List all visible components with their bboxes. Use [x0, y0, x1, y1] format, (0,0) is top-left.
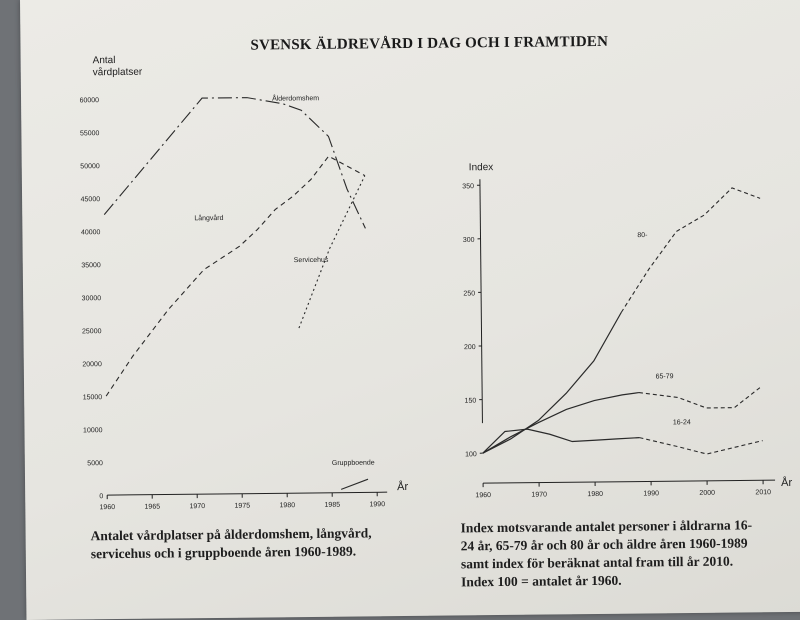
y-tick-label: 15000	[83, 394, 103, 401]
y-tick-label: 25000	[82, 328, 102, 335]
x-tick-label: 2010	[755, 489, 771, 496]
y-tick-label: 30000	[82, 295, 102, 302]
x-tick-label: 1960	[475, 492, 491, 499]
series-label: Gruppboende	[332, 460, 375, 467]
x-tick-label: 1990	[643, 490, 659, 497]
y-tick-label: 20000	[82, 361, 102, 368]
x-axis-line	[107, 492, 387, 495]
document-page	[20, 0, 800, 620]
y-tick-label: 350	[462, 183, 474, 190]
series-label: 65-79	[656, 373, 674, 380]
x-axis-label: År	[781, 476, 792, 489]
series-line-servicehus	[297, 176, 366, 328]
x-tick-label: 1970	[189, 503, 205, 510]
y-tick-label: 250	[463, 290, 475, 297]
series-line-solid-80-	[481, 312, 622, 453]
y-axis-label: Index	[469, 162, 494, 173]
page-title: SVENSK ÄLDREVÅRD I DAG OCH I FRAMTIDEN	[250, 34, 608, 55]
y-tick-label: 50000	[80, 163, 100, 170]
x-axis-line	[483, 480, 775, 483]
y-tick-label: 40000	[81, 229, 101, 236]
y-tick-label: 200	[464, 344, 476, 351]
x-tick-label: 1990	[369, 501, 385, 508]
y-tick-label: 300	[463, 237, 475, 244]
series-line-solid-65-79	[482, 393, 639, 454]
series-line-gruppboende	[341, 479, 368, 489]
x-tick-label: 1965	[144, 504, 160, 511]
right-caption-line1: Index motsvarande antalet personer i åldrarna 16-	[460, 516, 790, 537]
left-caption	[91, 524, 421, 563]
series-line-solid-16-24	[483, 428, 640, 453]
y-tick-label: 150	[465, 398, 477, 405]
right-caption-line4: Index 100 = antalet år 1960.	[461, 570, 791, 591]
series-label: Långvård	[194, 214, 223, 222]
y-axis-line	[480, 179, 483, 423]
series-line-ålderdomshem	[103, 96, 365, 231]
left-caption-line2: servicehus och i gruppboende åren 1960-1989.	[91, 542, 421, 563]
series-label: Ålderdomshem	[272, 93, 319, 102]
y-tick-label: 55000	[80, 130, 100, 137]
y-tick-label: 0	[99, 493, 103, 500]
y-tick-label: 35000	[81, 262, 101, 269]
x-tick-label: 2000	[699, 490, 715, 497]
series-label: 80-	[637, 232, 648, 239]
x-tick-label: 1980	[279, 502, 295, 509]
x-tick-label: 1975	[234, 503, 250, 510]
y-tick-label: 45000	[81, 196, 101, 203]
x-tick-label: 1980	[587, 491, 603, 498]
x-axis-label: År	[397, 480, 408, 493]
right-caption-line2: 24 år, 65-79 år och 80 år och äldre åren 1960-1989	[461, 534, 791, 555]
y-axis-label-line2: vårdplatser	[93, 66, 143, 79]
y-tick-label: 5000	[87, 460, 103, 467]
series-label: 16-24	[673, 419, 691, 426]
right-chart	[420, 0, 800, 516]
right-caption-line3: samt index för beräknat antal fram till år 2010.	[461, 552, 791, 573]
x-tick-label: 1970	[531, 492, 547, 499]
left-caption-line1: Antalet vårdplatser på ålderdomshem, långvård,	[91, 524, 421, 545]
series-label: Servicehus	[294, 257, 329, 264]
series-line-projection-16-24	[639, 436, 762, 454]
y-tick-label: 60000	[80, 97, 100, 104]
series-line-långvård	[104, 156, 367, 396]
x-tick-label: 1985	[324, 502, 340, 509]
y-tick-label: 100	[465, 451, 477, 458]
series-line-projection-65-79	[639, 386, 762, 409]
y-tick-label: 10000	[83, 427, 103, 434]
x-tick-label: 1960	[99, 504, 115, 511]
y-axis-label-line1: Antal	[93, 55, 116, 66]
left-chart	[20, 0, 425, 500]
series-line-projection-80-	[620, 188, 761, 313]
right-caption	[460, 516, 791, 591]
